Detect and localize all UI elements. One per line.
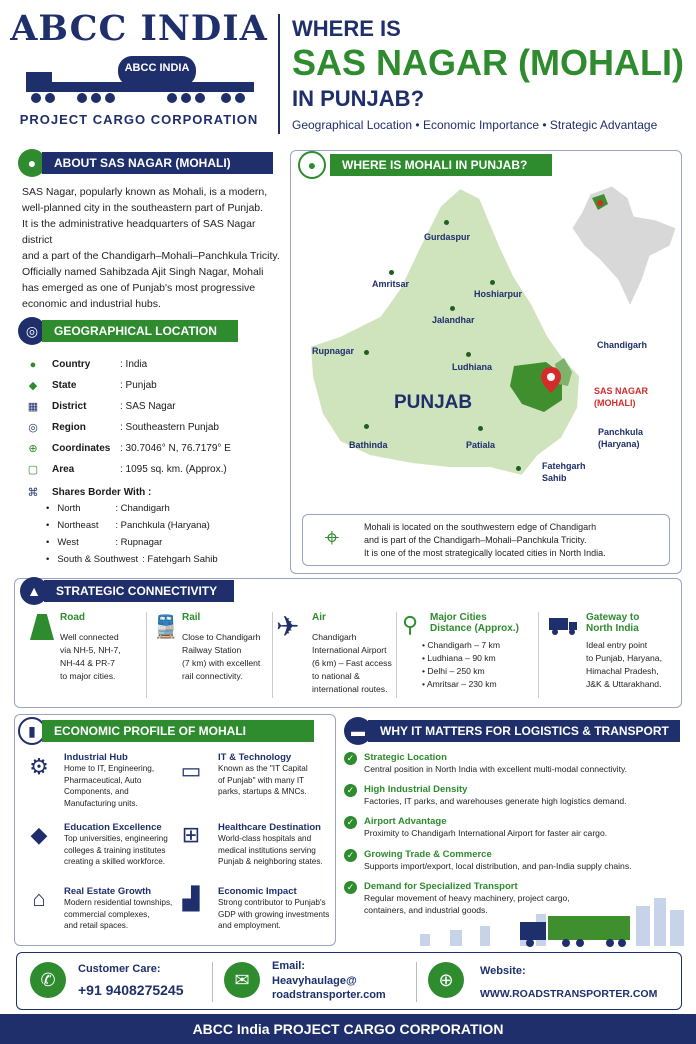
- why-item-title: Growing Trade & Commerce: [364, 849, 492, 860]
- border-list: [46, 500, 286, 568]
- geo-key: District: [52, 401, 87, 412]
- globe-icon: ◎: [18, 317, 46, 345]
- city-dot: [444, 220, 449, 225]
- conn-text: [60, 631, 142, 683]
- conn-text: [182, 631, 272, 683]
- geo-row-district: [26, 396, 286, 417]
- connectivity-gateway: [586, 612, 678, 691]
- about-line: SAS Nagar, popularly known as Mohali, is a modern,: [22, 186, 268, 198]
- building-icon: ▦: [27, 401, 39, 413]
- about-line: well-planned city in the southeastern part of Punjab.: [22, 202, 264, 214]
- city-dot: [389, 270, 394, 275]
- conn-line: • Amritsar – 230 km: [422, 679, 497, 689]
- map-pin-icon: ⚲: [402, 612, 419, 637]
- geo-value: : Punjab: [120, 380, 157, 391]
- conn-title: Major Cities: [430, 612, 487, 623]
- city-dot: [364, 350, 369, 355]
- headline-line1: WHERE IS: [292, 16, 401, 41]
- headline-line3: IN PUNJAB?: [292, 86, 425, 111]
- conn-line: (7 km) with excellent: [182, 658, 261, 668]
- road-icon: ▲: [20, 577, 48, 605]
- geo-row-country: [26, 354, 286, 375]
- logo-text: ABCC INDIA: [124, 62, 190, 74]
- email-line[interactable]: Heavyhaulage@: [272, 975, 357, 987]
- why-item: [344, 816, 684, 839]
- india-inset-map: [572, 186, 676, 306]
- geo-row-area: [26, 459, 286, 480]
- geo-value: : Southeastern Punjab: [120, 422, 219, 433]
- city-label: Bathinda: [349, 440, 388, 450]
- why-header: [344, 718, 680, 744]
- conn-text: [586, 639, 678, 691]
- location-pin-icon: ●: [18, 149, 46, 177]
- connectivity-title: STRATEGIC CONNECTIVITY: [44, 580, 234, 602]
- geo-table: [26, 354, 286, 503]
- care-label: Customer Care:: [78, 963, 161, 975]
- truck-icon: ▬: [344, 717, 372, 745]
- why-item-title: High Industrial Density: [364, 784, 468, 795]
- truck-logo-icon: [22, 52, 258, 106]
- about-line: economic and industrial hubs.: [22, 298, 161, 310]
- border-dir: • South & Southwest: [57, 554, 139, 565]
- eco-line: Manufacturing units.: [64, 798, 138, 808]
- eco-title: Healthcare Destination: [218, 822, 321, 833]
- geo-header: [18, 318, 238, 344]
- why-item-title: Airport Advantage: [364, 816, 447, 827]
- economic-title: ECONOMIC PROFILE OF MOHALI: [42, 720, 314, 742]
- eco-line: and employment.: [218, 921, 281, 930]
- header-divider: [278, 14, 280, 134]
- divider: [212, 962, 213, 1002]
- eco-line: Punjab & neighboring states.: [218, 857, 323, 866]
- connectivity-road: [60, 612, 142, 683]
- truck-icon: [548, 616, 578, 636]
- bottom-banner: ABCC India PROJECT CARGO CORPORATION: [0, 1014, 696, 1044]
- growth-chart-icon: ▮: [18, 717, 46, 745]
- why-item-text: Regular movement of heavy machinery, project cargo,: [364, 893, 570, 903]
- geo-value: : 1095 sq. km. (Approx.): [120, 464, 227, 475]
- route-pin-icon: ⌖: [324, 522, 340, 552]
- conn-line: international routes.: [312, 684, 388, 694]
- city-dot: [466, 352, 471, 357]
- border-item: [46, 500, 286, 517]
- city-label: Jalandhar: [432, 315, 475, 325]
- conn-line: Ideal entry point: [586, 640, 648, 650]
- email-icon: ✉: [224, 962, 260, 998]
- border-value: : Rupnagar: [115, 537, 163, 548]
- email-line[interactable]: roadstransporter.com: [272, 989, 386, 1001]
- about-text: [22, 184, 284, 312]
- border-item: [46, 534, 286, 551]
- about-line: Officially named Sahibzada Ajit Singh Nagar, Mohali: [22, 266, 264, 278]
- about-line: It is the administrative headquarters of SAS Nagar district: [22, 218, 256, 246]
- warehouse-icon: ⌂: [32, 886, 46, 911]
- eco-line: and retail spaces.: [64, 921, 129, 930]
- phone-icon: ✆: [30, 962, 66, 998]
- border-dir: • West: [57, 537, 79, 548]
- geo-row-coordinates: [26, 438, 286, 459]
- conn-line: to major cities.: [60, 671, 116, 681]
- conn-line: Well connected: [60, 632, 119, 642]
- globe-icon: ⊕: [428, 962, 464, 998]
- eco-line: Components, and: [64, 787, 129, 796]
- divider: [538, 612, 539, 698]
- eco-line: commercial complexes,: [64, 909, 150, 919]
- why-item-title: Strategic Location: [364, 752, 447, 763]
- conn-line: • Ludhiana – 90 km: [422, 653, 496, 663]
- connectivity-air: [312, 612, 398, 696]
- pin-icon: ●: [29, 358, 37, 371]
- city-label: Sahib: [542, 473, 567, 483]
- care-phone[interactable]: +91 9408275245: [78, 982, 184, 998]
- border-value: : Panchkula (Haryana): [115, 520, 210, 531]
- map-icon: ⌘: [27, 487, 39, 499]
- about-header: [18, 150, 273, 176]
- note-line: It is one of the most strategically located cities in North India.: [364, 548, 606, 558]
- brand-block: [0, 0, 278, 140]
- conn-line: to Punjab, Haryana,: [586, 653, 662, 663]
- highlight-line: (MOHALI): [594, 398, 636, 408]
- eco-line: GDP with growing investments: [218, 909, 330, 919]
- connectivity-rail: [182, 612, 272, 683]
- border-item: [46, 551, 286, 568]
- map-header: [298, 152, 558, 178]
- border-value: : Fatehgarh Sahib: [142, 554, 218, 565]
- conn-line: (6 km) – Fast access: [312, 658, 392, 668]
- city-label: Ludhiana: [452, 362, 492, 372]
- growth-chart-icon: ▟: [182, 886, 200, 911]
- border-dir: • North: [57, 503, 81, 514]
- border-item: [46, 517, 286, 534]
- state-label: PUNJAB: [394, 392, 473, 413]
- gears-icon: ⚙: [29, 754, 49, 779]
- geo-key: Region: [52, 422, 86, 433]
- geo-value: : 30.7046° N, 76.7179° E: [120, 443, 231, 454]
- conn-text: [312, 631, 398, 696]
- mohali-highlight-label: [594, 385, 648, 409]
- eco-line: creating a skilled workforce.: [64, 857, 166, 866]
- map-title: WHERE IS MOHALI IN PUNJAB?: [330, 154, 552, 176]
- check-icon: ✓: [344, 752, 357, 765]
- headline-line2: SAS NAGAR (MOHALI): [292, 42, 684, 83]
- about-line: has emerged as one of Punjab's most progressive: [22, 282, 256, 294]
- why-item-title: Demand for Specialized Transport: [364, 881, 518, 892]
- city-label: Gurdaspur: [424, 232, 471, 242]
- conn-line: to national &: [312, 671, 360, 681]
- map-note: [364, 521, 606, 560]
- eco-title: Real Estate Growth: [64, 886, 152, 897]
- why-item-text: Central position in North India with excellent multi-modal connectivity.: [364, 764, 628, 774]
- why-item: [344, 752, 684, 775]
- conn-line: Chandigarh: [312, 632, 357, 642]
- about-line: and a part of the Chandigarh–Mohali–Panchkula Tricity.: [22, 250, 280, 262]
- city-label: Panchkula: [598, 427, 644, 437]
- city-label: Fatehgarh: [542, 461, 586, 471]
- conn-line: • Delhi – 250 km: [422, 666, 485, 676]
- eco-line: colleges & training institutes: [64, 845, 166, 855]
- connectivity-cities: [422, 612, 534, 691]
- border-value: : Chandigarh: [115, 503, 170, 514]
- divider: [272, 612, 273, 698]
- city-label: Hoshiarpur: [474, 289, 523, 299]
- city-label-panchkula: [598, 426, 643, 450]
- conn-line: rail connectivity.: [182, 671, 243, 681]
- airplane-icon: ✈: [276, 611, 300, 642]
- why-item-text: Supports import/export, local distribution, and pan-India supply chains.: [364, 861, 632, 871]
- divider: [146, 612, 147, 698]
- city-dot: [516, 466, 521, 471]
- headline-tagline: Geographical Location • Economic Importance • Strategic Advantage: [292, 118, 658, 132]
- city-label: Chandigarh: [597, 340, 648, 350]
- conn-title: Air: [312, 612, 326, 623]
- city-dot: [450, 306, 455, 311]
- website-link[interactable]: WWW.ROADSTRANSPORTER.COM: [480, 988, 658, 1000]
- why-item: [344, 849, 684, 872]
- conn-title: Gateway to: [586, 612, 640, 623]
- eco-title: Economic Impact: [218, 886, 297, 897]
- eco-title: Industrial Hub: [64, 752, 128, 763]
- hospital-icon: ⊞: [181, 822, 201, 847]
- conn-title: North India: [586, 623, 639, 634]
- geo-value: : India: [120, 359, 148, 370]
- eco-line: of Punjab" with many IT: [218, 775, 305, 785]
- geo-key: State: [52, 380, 77, 391]
- eco-line: Modern residential townships,: [64, 898, 173, 907]
- check-icon: ✓: [344, 816, 357, 829]
- laptop-icon: ▭: [180, 758, 202, 783]
- geo-key: Coordinates: [52, 443, 111, 454]
- conn-line: J&K & Uttarakhand.: [586, 679, 662, 689]
- mohali-marker-icon: [540, 366, 562, 394]
- eco-line: Known as the "IT Capital: [218, 764, 308, 773]
- city-label: Rupnagar: [312, 346, 355, 356]
- eco-line: Top universities, engineering: [64, 834, 168, 843]
- website-label: Website:: [480, 965, 526, 977]
- eco-title: IT & Technology: [218, 752, 292, 763]
- highlight-line: SAS NAGAR: [594, 386, 649, 396]
- check-icon: ✓: [344, 881, 357, 894]
- why-title: WHY IT MATTERS FOR LOGISTICS & TRANSPORT: [368, 720, 680, 742]
- brand-title: ABCC INDIA: [10, 8, 268, 49]
- conn-title: Rail: [182, 612, 201, 623]
- location-pin-icon: ●: [298, 151, 326, 179]
- conn-title: Distance (Approx.): [430, 623, 519, 634]
- why-item-text: Factories, IT parks, and warehouses generate high logistics demand.: [364, 796, 627, 806]
- email-address[interactable]: [272, 974, 386, 1002]
- conn-line: via NH-5, NH-7,: [60, 645, 121, 655]
- why-item-text: Proximity to Chandigarh International Airport for faster air cargo.: [364, 828, 608, 838]
- city-dot: [364, 424, 369, 429]
- conn-line: International Airport: [312, 645, 387, 655]
- geo-value: : SAS Nagar: [120, 401, 176, 412]
- border-dir: • Northeast: [57, 520, 99, 531]
- connectivity-header: [20, 578, 240, 604]
- divider: [396, 612, 397, 698]
- state-icon: ◆: [28, 380, 38, 392]
- city-label: (Haryana): [598, 439, 640, 449]
- target-icon: ◎: [28, 422, 38, 434]
- city-dot: [490, 280, 495, 285]
- geo-title: GEOGRAPHICAL LOCATION: [42, 320, 238, 342]
- eco-title: Education Excellence: [64, 822, 162, 833]
- check-icon: ✓: [344, 849, 357, 862]
- geo-row-region: [26, 417, 286, 438]
- graduation-cap-icon: ◆: [30, 822, 48, 847]
- why-item: [344, 784, 684, 807]
- note-line: Mohali is located on the southwestern edge of Chandigarh: [364, 522, 597, 532]
- eco-line: parks, startups & MNCs.: [218, 787, 307, 796]
- conn-line: Himachal Pradesh,: [586, 666, 659, 676]
- conn-line: • Chandigarh – 7 km: [422, 640, 501, 650]
- note-line: and is part of the Chandigarh–Mohali–Panchkula Tricity.: [364, 535, 587, 545]
- conn-line: Close to Chandigarh: [182, 632, 261, 642]
- conn-line: NH-44 & PR-7: [60, 658, 115, 668]
- eco-line: Home to IT, Engineering,: [64, 764, 155, 773]
- city-label: Patiala: [466, 440, 496, 450]
- border-title: Shares Border With :: [52, 487, 152, 498]
- city-skyline-illustration: [340, 896, 692, 948]
- city-dot: [478, 426, 483, 431]
- eco-line: medical institutions serving: [218, 845, 316, 855]
- economic-header: [18, 718, 318, 744]
- brand-subtitle: PROJECT CARGO CORPORATION: [19, 112, 259, 127]
- eco-line: Strong contributor to Punjab's: [218, 898, 326, 907]
- coordinates-icon: ⊕: [28, 443, 38, 455]
- conn-title: Road: [60, 612, 85, 623]
- why-item-text: containers, and industrial goods.: [364, 905, 488, 915]
- check-icon: ✓: [344, 784, 357, 797]
- conn-line: Railway Station: [182, 645, 242, 655]
- geo-row-state: [26, 375, 286, 396]
- eco-line: World-class hospitals and: [218, 834, 312, 843]
- rail-icon: 🚆: [152, 614, 180, 639]
- area-icon: ▢: [27, 464, 39, 476]
- eco-line: Pharmaceutical, Auto: [64, 775, 142, 785]
- conn-text: [422, 639, 534, 691]
- geo-key: Country: [52, 359, 91, 370]
- city-label-fatehgarh: [542, 460, 586, 484]
- about-title: ABOUT SAS NAGAR (MOHALI): [42, 152, 273, 174]
- email-label: Email:: [272, 960, 306, 972]
- city-label: Amritsar: [372, 279, 410, 289]
- geo-key: Area: [52, 464, 75, 475]
- divider: [416, 962, 417, 1002]
